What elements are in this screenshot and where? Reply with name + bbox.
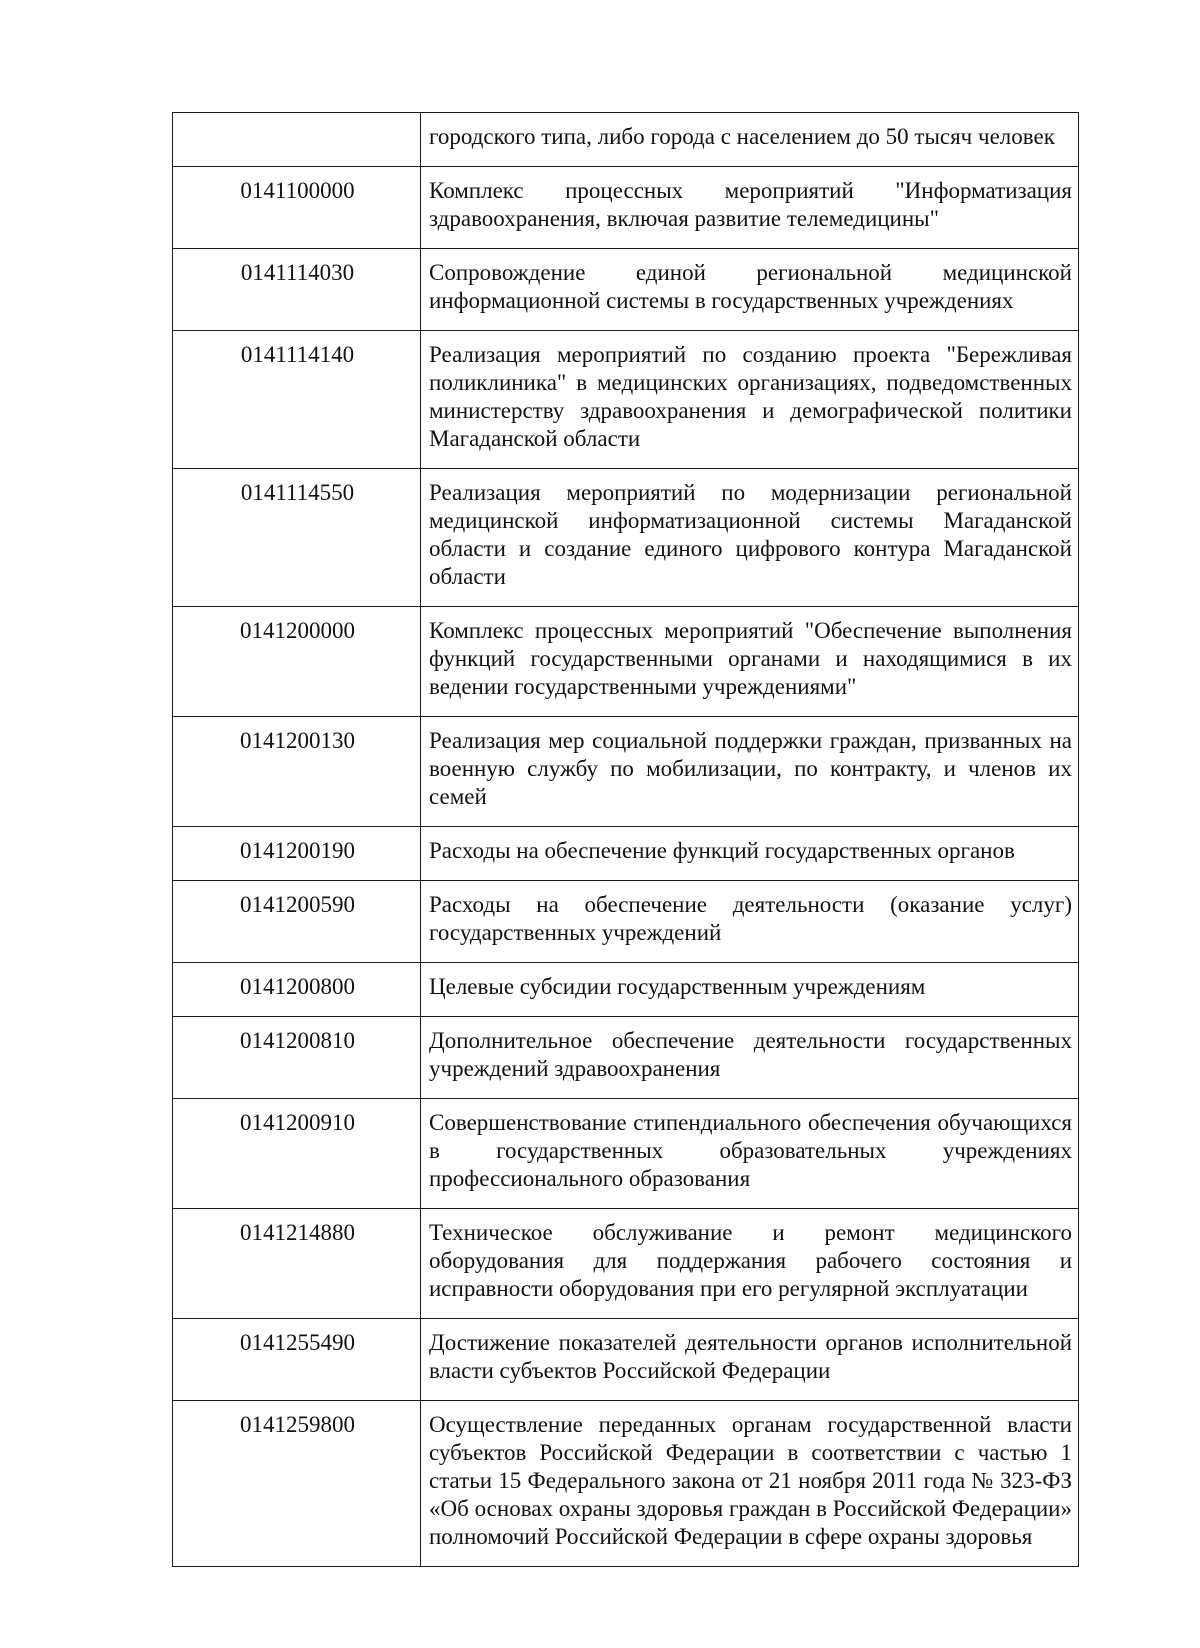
description-cell: Целевые субсидии государственным учреждениям <box>421 963 1079 1017</box>
code-cell: 0141114140 <box>173 331 421 469</box>
description-cell: городского типа, либо города с населением до 50 тысяч человек <box>421 113 1079 167</box>
table-row <box>173 249 1079 331</box>
code-cell: 0141214880 <box>173 1209 421 1319</box>
table-row <box>173 827 1079 881</box>
table-row <box>173 331 1079 469</box>
table-row <box>173 1099 1079 1209</box>
code-cell: 0141200800 <box>173 963 421 1017</box>
table-row <box>173 607 1079 717</box>
description-cell: Реализация мер социальной поддержки граждан, призванных на военную службу по мобилизации, по контракту, и членов их семей <box>421 717 1079 827</box>
description-cell: Реализация мероприятий по модернизации региональной медицинской информатизационной системы Магаданской области и создание единого цифрового контура Магаданской области <box>421 469 1079 607</box>
description-cell: Расходы на обеспечение функций государственных органов <box>421 827 1079 881</box>
budget-code-table <box>172 112 1079 1567</box>
description-cell: Совершенствование стипендиального обеспечения обучающихся в государственных образовательных учреждениях профессионального образования <box>421 1099 1079 1209</box>
code-cell: 0141100000 <box>173 167 421 249</box>
table-row <box>173 1209 1079 1319</box>
table-row <box>173 717 1079 827</box>
code-cell: 0141200190 <box>173 827 421 881</box>
table-row <box>173 1319 1079 1401</box>
description-cell: Техническое обслуживание и ремонт медицинского оборудования для поддержания рабочего состояния и исправности оборудования при его регулярной эксплуатации <box>421 1209 1079 1319</box>
description-cell: Достижение показателей деятельности органов исполнительной власти субъектов Российской Федерации <box>421 1319 1079 1401</box>
description-cell: Дополнительное обеспечение деятельности государственных учреждений здравоохранения <box>421 1017 1079 1099</box>
table-row <box>173 881 1079 963</box>
description-cell: Осуществление переданных органам государственной власти субъектов Российской Федерации в соответствии с частью 1 статьи 15 Федерального закона от 21 ноября 2011 года № 323-ФЗ «Об основах охраны здоровья граждан в Российской Федерации» полномочий Российской Федерации в сфере охраны здоровья <box>421 1401 1079 1567</box>
table-row <box>173 113 1079 167</box>
description-cell: Комплекс процессных мероприятий "Обеспечение выполнения функций государственными органами и находящимися в их ведении государственными учреждениями" <box>421 607 1079 717</box>
description-cell: Комплекс процессных мероприятий "Информатизация здравоохранения, включая развитие телемедицины" <box>421 167 1079 249</box>
code-cell: 0141200910 <box>173 1099 421 1209</box>
code-cell: 0141200810 <box>173 1017 421 1099</box>
code-cell <box>173 113 421 167</box>
description-cell: Сопровождение единой региональной медицинской информационной системы в государственных учреждениях <box>421 249 1079 331</box>
code-cell: 0141200590 <box>173 881 421 963</box>
table-row <box>173 469 1079 607</box>
table-row <box>173 963 1079 1017</box>
code-cell: 0141259800 <box>173 1401 421 1567</box>
table-body <box>173 113 1079 1567</box>
table-row <box>173 1017 1079 1099</box>
table-row <box>173 167 1079 249</box>
table-row <box>173 1401 1079 1567</box>
description-cell: Расходы на обеспечение деятельности (оказание услуг) государственных учреждений <box>421 881 1079 963</box>
code-cell: 0141255490 <box>173 1319 421 1401</box>
description-cell: Реализация мероприятий по созданию проекта "Бережливая поликлиника" в медицинских организациях, подведомственных министерству здравоохранения и демографической политики Магаданской области <box>421 331 1079 469</box>
code-cell: 0141200000 <box>173 607 421 717</box>
code-cell: 0141200130 <box>173 717 421 827</box>
code-cell: 0141114550 <box>173 469 421 607</box>
code-cell: 0141114030 <box>173 249 421 331</box>
